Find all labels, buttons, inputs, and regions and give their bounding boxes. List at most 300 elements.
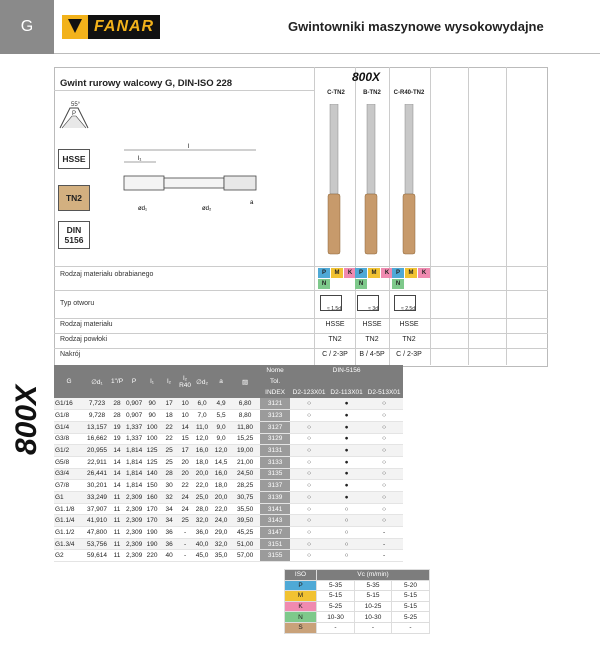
cell: 6,80	[230, 398, 260, 410]
table-row	[54, 480, 403, 492]
hole-icon-2: ≈ 3d	[357, 295, 379, 311]
cell: 39,50	[230, 515, 260, 527]
cell: 3139	[260, 492, 290, 504]
iso-n-icon: N	[318, 279, 330, 289]
cell: 14,5	[212, 456, 230, 468]
cell: 3147	[260, 527, 290, 539]
cell: ●	[328, 398, 365, 410]
label-thread-start: Nakrój	[60, 351, 81, 358]
cell: 25	[160, 456, 178, 468]
index-2: D2-113X01	[328, 387, 365, 398]
cell: ○	[290, 492, 328, 504]
cell: 3131	[260, 445, 290, 457]
iso-p-icon: P	[392, 268, 404, 278]
cell: 11	[110, 492, 124, 504]
cell: 3143	[260, 515, 290, 527]
cell: G7/8	[54, 480, 84, 492]
cell: 2,309	[124, 492, 144, 504]
iso-group: P	[285, 580, 317, 591]
cell: ○	[290, 468, 328, 480]
cell: ○	[290, 456, 328, 468]
cell: ○	[365, 433, 403, 445]
cell: 25	[178, 515, 192, 527]
cell: 2,309	[124, 550, 144, 562]
cell: 25,0	[192, 492, 212, 504]
cell: 170	[144, 503, 160, 515]
iso-k-icon: K	[381, 268, 393, 278]
cell: -	[178, 527, 192, 539]
svg-text:ød₁: ød₁	[138, 206, 148, 212]
speed-value: 5-15	[355, 591, 392, 602]
speed-value: 5-35	[317, 580, 355, 591]
iso-group: M	[285, 591, 317, 602]
cell: 16,0	[212, 468, 230, 480]
cell: G3/4	[54, 468, 84, 480]
cell: 36	[160, 527, 178, 539]
svg-text:l₁: l₁	[138, 156, 142, 162]
cell: 11	[110, 550, 124, 562]
cell: ●	[328, 445, 365, 457]
th-din: DIN-5156	[290, 365, 403, 376]
cell: 7,723	[84, 398, 110, 410]
cell: 35,50	[230, 503, 260, 515]
cell: 20,955	[84, 445, 110, 457]
tool-code-2: B-TN2	[363, 90, 381, 96]
cell: 11	[110, 538, 124, 550]
speed-value: 10-25	[355, 601, 392, 612]
index-1: D2-123X01	[290, 387, 328, 398]
table-row	[54, 503, 403, 515]
cell: 15,25	[230, 433, 260, 445]
speed-value: -	[355, 622, 392, 633]
din-badge: DIN 5156	[58, 221, 90, 249]
cell: 18,0	[212, 480, 230, 492]
cell: 20	[178, 456, 192, 468]
cell: ○	[365, 468, 403, 480]
cell: 18,0	[192, 456, 212, 468]
iso-k-icon: K	[418, 268, 430, 278]
th-d2: ∅d₂	[192, 365, 212, 398]
cell: 22,911	[84, 456, 110, 468]
cell: ○	[365, 515, 403, 527]
cell: -	[365, 550, 403, 562]
label-workpiece: Rodzaj materiału obrabianego	[60, 271, 154, 278]
cell: ●	[328, 433, 365, 445]
cell: 7,0	[192, 410, 212, 422]
fanar-logo	[62, 14, 172, 40]
cell: ●	[328, 410, 365, 422]
th-d1: ∅d₁	[84, 365, 110, 398]
cell: 36,0	[192, 527, 212, 539]
logo-mark-icon	[62, 15, 88, 39]
section-letter: G	[20, 18, 34, 35]
iso-n-icon: N	[392, 279, 404, 289]
cell: ○	[290, 515, 328, 527]
cell: 1,814	[124, 456, 144, 468]
cell: 3135	[260, 468, 290, 480]
table-row	[54, 433, 403, 445]
cell: 28,0	[192, 503, 212, 515]
tool-code-1: C-TN2	[327, 90, 345, 96]
speed-row	[285, 580, 430, 591]
section-tab	[0, 0, 54, 54]
cell: 21,00	[230, 456, 260, 468]
cell: 125	[144, 445, 160, 457]
cell: 18	[160, 410, 178, 422]
iso-m-icon: M	[405, 268, 417, 278]
cell: ○	[290, 527, 328, 539]
cell: 37,907	[84, 503, 110, 515]
cell: 22,0	[212, 503, 230, 515]
cell: 1,814	[124, 468, 144, 480]
cell: 16,662	[84, 433, 110, 445]
table-row	[54, 538, 403, 550]
speed-value: 5-20	[392, 580, 430, 591]
table-row	[54, 410, 403, 422]
speed-row	[285, 612, 430, 623]
svg-text:l: l	[188, 144, 190, 150]
side-series-logo	[8, 375, 48, 459]
cell: 20,0	[212, 492, 230, 504]
hole-icon-3: ≈ 2.5d	[394, 295, 416, 311]
cell: 3121	[260, 398, 290, 410]
table-row	[54, 421, 403, 433]
cell: 12,0	[212, 445, 230, 457]
speed-value: 10-30	[355, 612, 392, 623]
cell: 22	[160, 421, 178, 433]
table-row	[54, 527, 403, 539]
iso-p-icon: P	[355, 268, 367, 278]
speed-table	[284, 569, 430, 634]
cell: ○	[290, 421, 328, 433]
coating-1: TN2	[328, 336, 342, 343]
th-square-icon: ▨	[230, 365, 260, 398]
speed-row	[285, 601, 430, 612]
cell: -	[178, 550, 192, 562]
cell: 28	[110, 410, 124, 422]
cell: ○	[365, 421, 403, 433]
iso-group: K	[285, 601, 317, 612]
cell: ●	[328, 468, 365, 480]
cell: 34	[160, 515, 178, 527]
table-row	[54, 550, 403, 562]
cell: G1.1/8	[54, 503, 84, 515]
cell: ○	[365, 492, 403, 504]
th-p: P	[124, 365, 144, 398]
cell: G3/8	[54, 433, 84, 445]
cell: 3133	[260, 456, 290, 468]
cell: 2,309	[124, 527, 144, 539]
cell: 140	[144, 468, 160, 480]
cell: 28	[160, 468, 178, 480]
cell: G1.1/4	[54, 515, 84, 527]
cell: 24,50	[230, 468, 260, 480]
cell: 9,0	[212, 433, 230, 445]
tap-drawing	[118, 138, 268, 218]
cell: 2,309	[124, 515, 144, 527]
cell: 3123	[260, 410, 290, 422]
cell: 190	[144, 538, 160, 550]
material-1: HSSE	[325, 321, 345, 328]
svg-text:ød₂: ød₂	[202, 206, 212, 212]
cell: 150	[144, 480, 160, 492]
speed-value: -	[392, 622, 430, 633]
cell: 10	[178, 398, 192, 410]
cell: 4,9	[212, 398, 230, 410]
cell: 0,907	[124, 410, 144, 422]
cell: ○	[328, 527, 365, 539]
cell: -	[365, 538, 403, 550]
table-row	[54, 492, 403, 504]
cell: 5,5	[212, 410, 230, 422]
index-3: D2-513X01	[365, 387, 403, 398]
cell: 14	[110, 480, 124, 492]
cell: ○	[365, 398, 403, 410]
th-l2r40: l₂ R40	[178, 365, 192, 398]
cell: G1/2	[54, 445, 84, 457]
cell: 29,0	[212, 527, 230, 539]
material-badge: HSSE	[58, 149, 90, 169]
label-material: Rodzaj materiału	[60, 321, 113, 328]
cell: 14	[178, 421, 192, 433]
tap-image-1	[325, 104, 343, 256]
cell: ○	[290, 445, 328, 457]
tool-code-3: C-R40-TN2	[393, 90, 425, 96]
cell: 90	[144, 398, 160, 410]
speed-row	[285, 622, 430, 633]
cell: 3151	[260, 538, 290, 550]
speed-value: 5-15	[392, 591, 430, 602]
cell: G5/8	[54, 456, 84, 468]
cell: ○	[328, 550, 365, 562]
cell: ○	[290, 550, 328, 562]
cell: 32,0	[212, 538, 230, 550]
cell: 22	[178, 480, 192, 492]
coating-2: TN2	[365, 336, 379, 343]
table-row	[54, 515, 403, 527]
cell: 0,907	[124, 398, 144, 410]
cell: 3129	[260, 433, 290, 445]
tap-image-2	[362, 104, 380, 256]
cell: G1/8	[54, 410, 84, 422]
cell: 57,00	[230, 550, 260, 562]
thread-start-3: C / 2-3P	[396, 351, 422, 358]
th-a: a	[212, 365, 230, 398]
iso-p-icon: P	[318, 268, 330, 278]
cell: 53,756	[84, 538, 110, 550]
cell: ○	[365, 480, 403, 492]
cell: 6,0	[192, 398, 212, 410]
cell: 2,309	[124, 538, 144, 550]
cell: 170	[144, 515, 160, 527]
cell: G2	[54, 550, 84, 562]
cell: 35,0	[212, 550, 230, 562]
cell: ○	[290, 480, 328, 492]
cell: -	[365, 527, 403, 539]
cell: 11	[110, 503, 124, 515]
cell: ○	[328, 503, 365, 515]
cell: G1.1/2	[54, 527, 84, 539]
cell: 14	[110, 445, 124, 457]
material-3: HSSE	[399, 321, 419, 328]
cell: 9,728	[84, 410, 110, 422]
cell: 40,0	[192, 538, 212, 550]
page-title: Gwintowniki maszynowe wysokowydajne	[288, 19, 544, 34]
th-nome: Nome	[260, 365, 290, 376]
iso-m-icon: M	[368, 268, 380, 278]
brand-name: FANAR	[88, 15, 160, 39]
cell: G1.3/4	[54, 538, 84, 550]
thread-start-1: C / 2-3P	[322, 351, 348, 358]
cell: 14	[110, 456, 124, 468]
cell: G1/16	[54, 398, 84, 410]
cell: 16,0	[192, 445, 212, 457]
iso-group: N	[285, 612, 317, 623]
cell: 28	[110, 398, 124, 410]
cell: ○	[290, 433, 328, 445]
size-table	[54, 365, 403, 562]
side-logo-text: 800X	[10, 384, 43, 455]
th-l1: l₁	[144, 365, 160, 398]
cell: 1,337	[124, 421, 144, 433]
svg-text:55°: 55°	[71, 102, 81, 108]
cell: 13,157	[84, 421, 110, 433]
cell: ○	[365, 503, 403, 515]
cell: 17	[178, 445, 192, 457]
cell: 36	[160, 538, 178, 550]
cell: 160	[144, 492, 160, 504]
iso-n-icon: N	[355, 279, 367, 289]
cell: ○	[290, 503, 328, 515]
cell: 34	[160, 503, 178, 515]
cell: 15	[178, 433, 192, 445]
speed-value: 5-35	[355, 580, 392, 591]
iso-k-icon: K	[344, 268, 356, 278]
cell: 25	[160, 445, 178, 457]
cell: 1,814	[124, 480, 144, 492]
coating-3: TN2	[402, 336, 416, 343]
cell: ○	[328, 515, 365, 527]
cell: 26,441	[84, 468, 110, 480]
cell: 30,75	[230, 492, 260, 504]
cell: 14	[110, 468, 124, 480]
cell: 30	[160, 480, 178, 492]
cell: 3127	[260, 421, 290, 433]
cell: ○	[290, 410, 328, 422]
svg-text:P: P	[72, 111, 77, 117]
table-row	[54, 468, 403, 480]
th-g: G	[54, 365, 84, 398]
cell: 10	[178, 410, 192, 422]
cell: 40	[160, 550, 178, 562]
cell: ●	[328, 492, 365, 504]
label-hole: Typ otworu	[60, 300, 95, 307]
cell: 24,0	[212, 515, 230, 527]
cell: 90	[144, 410, 160, 422]
th-l2: l₂	[160, 365, 178, 398]
cell: 22	[160, 433, 178, 445]
cell: 59,614	[84, 550, 110, 562]
cell: ○	[365, 456, 403, 468]
speed-value: -	[317, 622, 355, 633]
cell: ○	[290, 538, 328, 550]
cell: 2,309	[124, 503, 144, 515]
cell: 190	[144, 527, 160, 539]
cell: 45,25	[230, 527, 260, 539]
speed-row	[285, 591, 430, 602]
cell: 28,25	[230, 480, 260, 492]
cell: 17	[160, 398, 178, 410]
cell: 3141	[260, 503, 290, 515]
cell: 12,0	[192, 433, 212, 445]
hole-icon-1: ≈ 1.5d	[320, 295, 342, 311]
cell: 24	[178, 492, 192, 504]
cell: 1,814	[124, 445, 144, 457]
thread-profile-icon	[58, 98, 90, 134]
cell: 100	[144, 421, 160, 433]
cell: 47,800	[84, 527, 110, 539]
cell: G1	[54, 492, 84, 504]
cell: 33,249	[84, 492, 110, 504]
label-coating: Rodzaj powłoki	[60, 336, 108, 343]
cell: 45,0	[192, 550, 212, 562]
cell: 20,0	[192, 468, 212, 480]
svg-text:a: a	[250, 200, 254, 206]
cell: 19	[110, 433, 124, 445]
speed-vc-header: Vc (m/min)	[317, 570, 430, 581]
speed-value: 5-25	[392, 612, 430, 623]
table-row	[54, 445, 403, 457]
cell: 11	[110, 515, 124, 527]
cell: 8,80	[230, 410, 260, 422]
cell: 19	[110, 421, 124, 433]
iso-group: S	[285, 622, 317, 633]
cell: 11,80	[230, 421, 260, 433]
cell: ●	[328, 421, 365, 433]
cell: 20	[178, 468, 192, 480]
tap-image-3	[400, 104, 418, 256]
cell: 22,0	[192, 480, 212, 492]
cell: ○	[328, 538, 365, 550]
cell: 41,910	[84, 515, 110, 527]
thread-start-2: B / 4-5P	[359, 351, 385, 358]
th-tpi: 1"/P	[110, 365, 124, 398]
th-tol: Tol.	[260, 376, 290, 387]
cell: 51,00	[230, 538, 260, 550]
cell: 3137	[260, 480, 290, 492]
cell: 220	[144, 550, 160, 562]
cell: ●	[328, 456, 365, 468]
cell: 24	[178, 503, 192, 515]
cell: 125	[144, 456, 160, 468]
speed-value: 5-15	[317, 591, 355, 602]
cell: 11	[110, 527, 124, 539]
cell: 100	[144, 433, 160, 445]
th-index: INDEX	[260, 387, 290, 398]
cell: ○	[365, 410, 403, 422]
cell: 32,0	[192, 515, 212, 527]
cell: ○	[290, 398, 328, 410]
cell: 32	[160, 492, 178, 504]
cell: 1,337	[124, 433, 144, 445]
cell: ●	[328, 480, 365, 492]
cell: -	[178, 538, 192, 550]
cell: 11,0	[192, 421, 212, 433]
table-row	[54, 398, 403, 410]
table-row	[54, 456, 403, 468]
speed-value: 5-15	[392, 601, 430, 612]
product-title: Gwint rurowy walcowy G, DIN-ISO 228	[60, 78, 233, 89]
